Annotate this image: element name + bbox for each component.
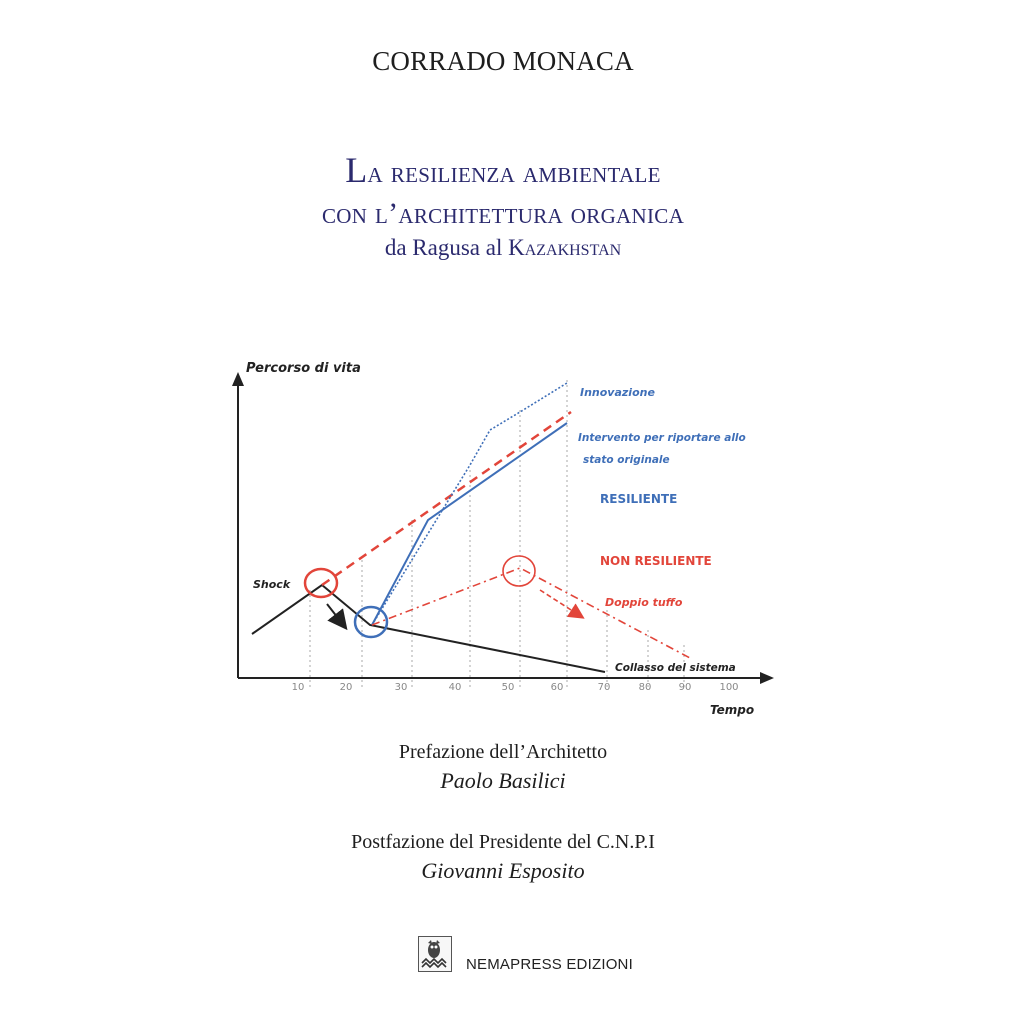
resilient-line bbox=[372, 423, 567, 625]
x-tick-80: 80 bbox=[638, 682, 652, 693]
axes bbox=[232, 372, 774, 684]
double-dip-label: Doppio tuffo bbox=[605, 596, 683, 609]
double-dip-circle bbox=[503, 556, 535, 586]
innovation-label: Innovazione bbox=[580, 386, 655, 399]
intervention-label-2: stato originale bbox=[583, 454, 670, 466]
resilient-label: RESILIENTE bbox=[600, 492, 678, 506]
y-axis-label: Percorso di vita bbox=[246, 361, 361, 376]
preface-name: Paolo Basilici bbox=[440, 768, 566, 793]
x-tick-50: 50 bbox=[501, 682, 515, 693]
book-title-line-2: con l’architettura organica bbox=[321, 197, 685, 230]
author-name: CORRADO MONACA bbox=[372, 46, 634, 76]
publisher-name: NEMAPRESS EDIZIONI bbox=[466, 956, 633, 973]
owl-logo-icon bbox=[418, 936, 452, 972]
x-tick-100: 100 bbox=[719, 682, 739, 693]
x-tick-10: 10 bbox=[291, 682, 305, 693]
x-tick-30: 30 bbox=[394, 682, 408, 693]
x-tick-40: 40 bbox=[448, 682, 462, 693]
x-axis-label: Tempo bbox=[710, 703, 755, 717]
shock-label: Shock bbox=[253, 578, 291, 591]
collapse-path bbox=[252, 585, 605, 672]
non-resilient-label: NON RESILIENTE bbox=[600, 554, 712, 568]
x-tick-60: 60 bbox=[550, 682, 564, 693]
x-tick-90: 90 bbox=[678, 682, 692, 693]
x-tick-20: 20 bbox=[339, 682, 353, 693]
title-line-1-rest: a resilienza ambientale bbox=[367, 156, 661, 189]
postface-name: Giovanni Esposito bbox=[421, 858, 585, 883]
subtitle-country: Kazakhstan bbox=[508, 235, 622, 260]
shock-circle bbox=[305, 569, 337, 597]
x-tick-70: 70 bbox=[597, 682, 611, 693]
preface-label: Prefazione dell’Architetto bbox=[398, 741, 608, 763]
double-dip-arrow bbox=[540, 590, 582, 617]
collapse-label: Collasso del sistema bbox=[615, 662, 736, 674]
subtitle-lead: da Ragusa al bbox=[384, 235, 509, 260]
guide-lines bbox=[310, 380, 684, 690]
innovation-line bbox=[372, 383, 567, 625]
intervention-label-1: Intervento per riportare allo bbox=[578, 432, 746, 444]
shock-arrow bbox=[327, 604, 345, 627]
title-initial: L bbox=[345, 150, 368, 190]
postface-label: Postfazione del Presidente del C.N.P.I bbox=[351, 831, 655, 853]
non-resilient-trend bbox=[322, 412, 571, 585]
recovery-circle bbox=[355, 607, 387, 637]
